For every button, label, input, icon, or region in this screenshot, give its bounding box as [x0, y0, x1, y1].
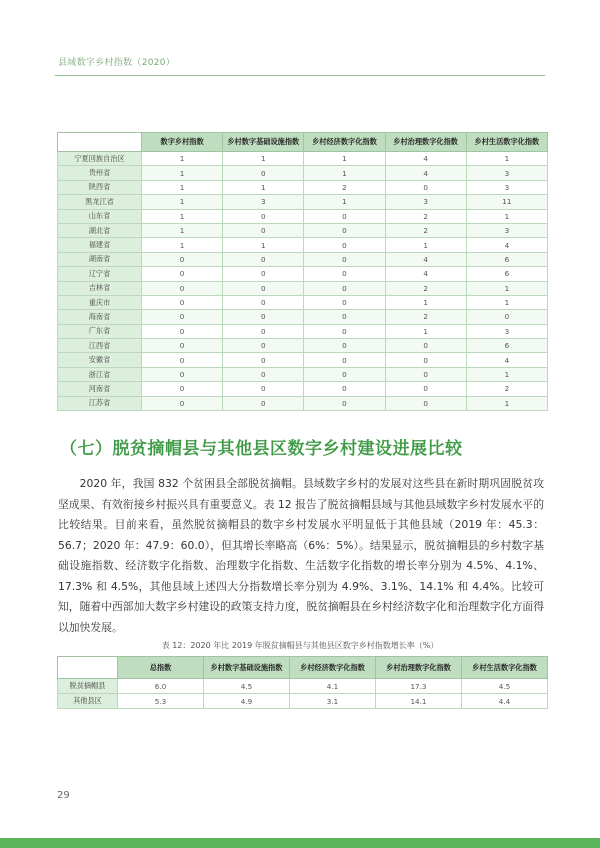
row-label: 重庆市	[58, 295, 142, 309]
column-header: 乡村数字基础设施指数	[204, 657, 290, 679]
table-cell: 1	[142, 223, 223, 237]
table-cell: 1	[142, 152, 223, 166]
table-row	[58, 209, 548, 223]
row-label: 其他县区	[58, 694, 118, 709]
table-cell: 0	[304, 209, 385, 223]
table-cell: 0	[223, 353, 304, 367]
table-cell: 0	[304, 339, 385, 353]
table-cell: 3	[385, 195, 466, 209]
province-ranking-table	[57, 132, 548, 411]
table-cell: 4	[385, 267, 466, 281]
table-cell: 0	[223, 223, 304, 237]
table-cell: 0	[142, 382, 223, 396]
row-label: 安徽省	[58, 353, 142, 367]
table-corner-cell	[58, 657, 118, 679]
table-cell: 1	[466, 367, 547, 381]
table-cell: 0	[223, 382, 304, 396]
table-cell: 4	[385, 152, 466, 166]
section-heading: （七）脱贫摘帽县与其他县区数字乡村建设进展比较	[60, 439, 463, 459]
row-label: 湖北省	[58, 223, 142, 237]
table-row	[58, 166, 548, 180]
table-cell: 1	[142, 238, 223, 252]
column-header: 乡村生活数字化指数	[466, 133, 547, 152]
table-cell: 1	[142, 180, 223, 194]
table-cell: 2	[385, 310, 466, 324]
table-cell: 2	[385, 281, 466, 295]
table-cell: 0	[304, 295, 385, 309]
table-row	[58, 324, 548, 338]
table-cell: 4.1	[290, 679, 376, 694]
table-cell: 1	[223, 238, 304, 252]
growth-rate-table	[57, 656, 548, 709]
table-cell: 1	[304, 166, 385, 180]
table-header-row	[58, 657, 548, 679]
table-cell: 0	[142, 339, 223, 353]
row-label: 贵州省	[58, 166, 142, 180]
table-cell: 0	[385, 367, 466, 381]
table-cell: 1	[466, 209, 547, 223]
table-cell: 0	[142, 252, 223, 266]
page-number: 29	[57, 790, 70, 801]
table-cell: 6	[466, 339, 547, 353]
table-cell: 1	[466, 281, 547, 295]
table-cell: 0	[142, 281, 223, 295]
table-cell: 0	[142, 367, 223, 381]
table-cell: 0	[223, 166, 304, 180]
table-cell: 0	[304, 310, 385, 324]
table-row	[58, 195, 548, 209]
table-cell: 0	[385, 180, 466, 194]
table-cell: 0	[142, 295, 223, 309]
row-label: 辽宁省	[58, 267, 142, 281]
row-label: 江西省	[58, 339, 142, 353]
table-cell: 0	[304, 396, 385, 410]
column-header: 乡村治理数字化指数	[376, 657, 462, 679]
table-cell: 0	[223, 339, 304, 353]
table-row	[58, 353, 548, 367]
column-header: 乡村数字基础设施指数	[223, 133, 304, 152]
table-cell: 0	[223, 324, 304, 338]
table-cell: 0	[223, 295, 304, 309]
table-cell: 4	[466, 353, 547, 367]
table-cell: 3	[466, 180, 547, 194]
table-corner-cell	[58, 133, 142, 152]
table-cell: 0	[385, 339, 466, 353]
row-label: 宁夏回族自治区	[58, 152, 142, 166]
footer-bar	[0, 838, 600, 848]
table-cell: 6	[466, 267, 547, 281]
table-caption: 表 12：2020 年比 2019 年脱贫摘帽县与其他县区数字乡村指数增长率（%）	[161, 641, 439, 650]
table-row	[58, 367, 548, 381]
row-label: 陕西省	[58, 180, 142, 194]
row-label: 黑龙江省	[58, 195, 142, 209]
table-cell: 4.5	[462, 679, 548, 694]
table-cell: 3	[466, 324, 547, 338]
row-label: 湖南省	[58, 252, 142, 266]
table-row	[58, 238, 548, 252]
table-cell: 1	[142, 209, 223, 223]
table-row	[58, 152, 548, 166]
table-cell: 0	[223, 396, 304, 410]
row-label: 江苏省	[58, 396, 142, 410]
table-cell: 0	[304, 267, 385, 281]
table-cell: 2	[385, 223, 466, 237]
column-header: 乡村治理数字化指数	[385, 133, 466, 152]
column-header: 总指数	[118, 657, 204, 679]
row-label: 浙江省	[58, 367, 142, 381]
table-cell: 0	[385, 382, 466, 396]
table-cell: 3	[223, 195, 304, 209]
table-cell: 1	[385, 238, 466, 252]
table-cell: 0	[223, 367, 304, 381]
row-label: 脱贫摘帽县	[58, 679, 118, 694]
table-cell: 1	[385, 324, 466, 338]
table-row	[58, 396, 548, 410]
table-cell: 1	[385, 295, 466, 309]
table-cell: 0	[304, 238, 385, 252]
table-cell: 4.4	[462, 694, 548, 709]
table-cell: 1	[304, 195, 385, 209]
row-label: 河南省	[58, 382, 142, 396]
running-header: 县域数字乡村指数（2020）	[58, 58, 176, 68]
table-cell: 0	[304, 281, 385, 295]
row-label: 吉林省	[58, 281, 142, 295]
table-cell: 0	[304, 353, 385, 367]
table-cell: 0	[223, 267, 304, 281]
table-cell: 0	[466, 310, 547, 324]
table-cell: 2	[466, 382, 547, 396]
table-cell: 0	[385, 396, 466, 410]
table-cell: 1	[466, 295, 547, 309]
header-divider	[55, 75, 545, 76]
table-cell: 4.5	[204, 679, 290, 694]
table-cell: 0	[304, 382, 385, 396]
table-row	[58, 281, 548, 295]
table-cell: 11	[466, 195, 547, 209]
table-cell: 6.0	[118, 679, 204, 694]
table-cell: 0	[142, 324, 223, 338]
table-cell: 14.1	[376, 694, 462, 709]
table-cell: 1	[223, 152, 304, 166]
table-row	[58, 694, 548, 709]
table-cell: 4	[466, 238, 547, 252]
row-label: 海南省	[58, 310, 142, 324]
table-cell: 4	[385, 166, 466, 180]
body-paragraph: 2020 年，我国 832 个贫困县全部脱贫摘帽。县域数字乡村的发展对这些县在新时期巩固脱贫攻坚成果、有效衔接乡村振兴具有重要意义。表 12 报告了脱贫摘帽县域与其他县域数字乡村发展水平的比较结果。目前来看，虽然脱贫摘帽县的数字乡村发展水平明显低于其他县域（2019 年：45.3：56.7；2020 年：47.9：60.0），但其增长率略高（6%：5%）。结果显示，脱贫摘帽县的乡村数字基础设施指数、经济数字化指数、治理数字化指数、生活数字化指数的增长率分别为 4.5%、4.1%、17.3% 和 4.5%，其他县域上述四大分指数增长率分别为 4.9%、3.1%、14.1% 和 4.4%。比较可知，随着中西部加大数字乡村建设的政策支持力度，脱贫摘帽县在乡村经济数字化和治理数字化方面得以加快发展。	[58, 477, 544, 634]
column-header: 乡村经济数字化指数	[304, 133, 385, 152]
table-row	[58, 679, 548, 694]
table-row	[58, 252, 548, 266]
table-cell: 0	[304, 223, 385, 237]
table-row	[58, 339, 548, 353]
table-cell: 6	[466, 252, 547, 266]
table-cell: 17.3	[376, 679, 462, 694]
table-cell: 0	[223, 209, 304, 223]
row-label: 山东省	[58, 209, 142, 223]
table-cell: 4	[385, 252, 466, 266]
table-cell: 1	[142, 195, 223, 209]
table-cell: 4.9	[204, 694, 290, 709]
table-row	[58, 382, 548, 396]
table-cell: 0	[142, 310, 223, 324]
table-cell: 3	[466, 223, 547, 237]
table-cell: 1	[466, 396, 547, 410]
table-row	[58, 180, 548, 194]
table-cell: 5.3	[118, 694, 204, 709]
table-row	[58, 295, 548, 309]
table-row	[58, 267, 548, 281]
column-header: 数字乡村指数	[142, 133, 223, 152]
table-row	[58, 223, 548, 237]
table-cell: 0	[304, 324, 385, 338]
table-cell: 0	[142, 396, 223, 410]
table-cell: 3.1	[290, 694, 376, 709]
table-header-row	[58, 133, 548, 152]
table-cell: 1	[223, 180, 304, 194]
table-cell: 1	[466, 152, 547, 166]
table-cell: 0	[223, 310, 304, 324]
table-cell: 1	[304, 152, 385, 166]
table-cell: 1	[142, 166, 223, 180]
column-header: 乡村经济数字化指数	[290, 657, 376, 679]
column-header: 乡村生活数字化指数	[462, 657, 548, 679]
row-label: 广东省	[58, 324, 142, 338]
table-cell: 2	[304, 180, 385, 194]
table-cell: 0	[385, 353, 466, 367]
table-row	[58, 310, 548, 324]
table-cell: 0	[304, 367, 385, 381]
table-cell: 0	[223, 252, 304, 266]
table-cell: 0	[223, 281, 304, 295]
row-label: 福建省	[58, 238, 142, 252]
table-cell: 0	[142, 267, 223, 281]
table-cell: 0	[142, 353, 223, 367]
table-cell: 2	[385, 209, 466, 223]
table-cell: 0	[304, 252, 385, 266]
table-cell: 3	[466, 166, 547, 180]
